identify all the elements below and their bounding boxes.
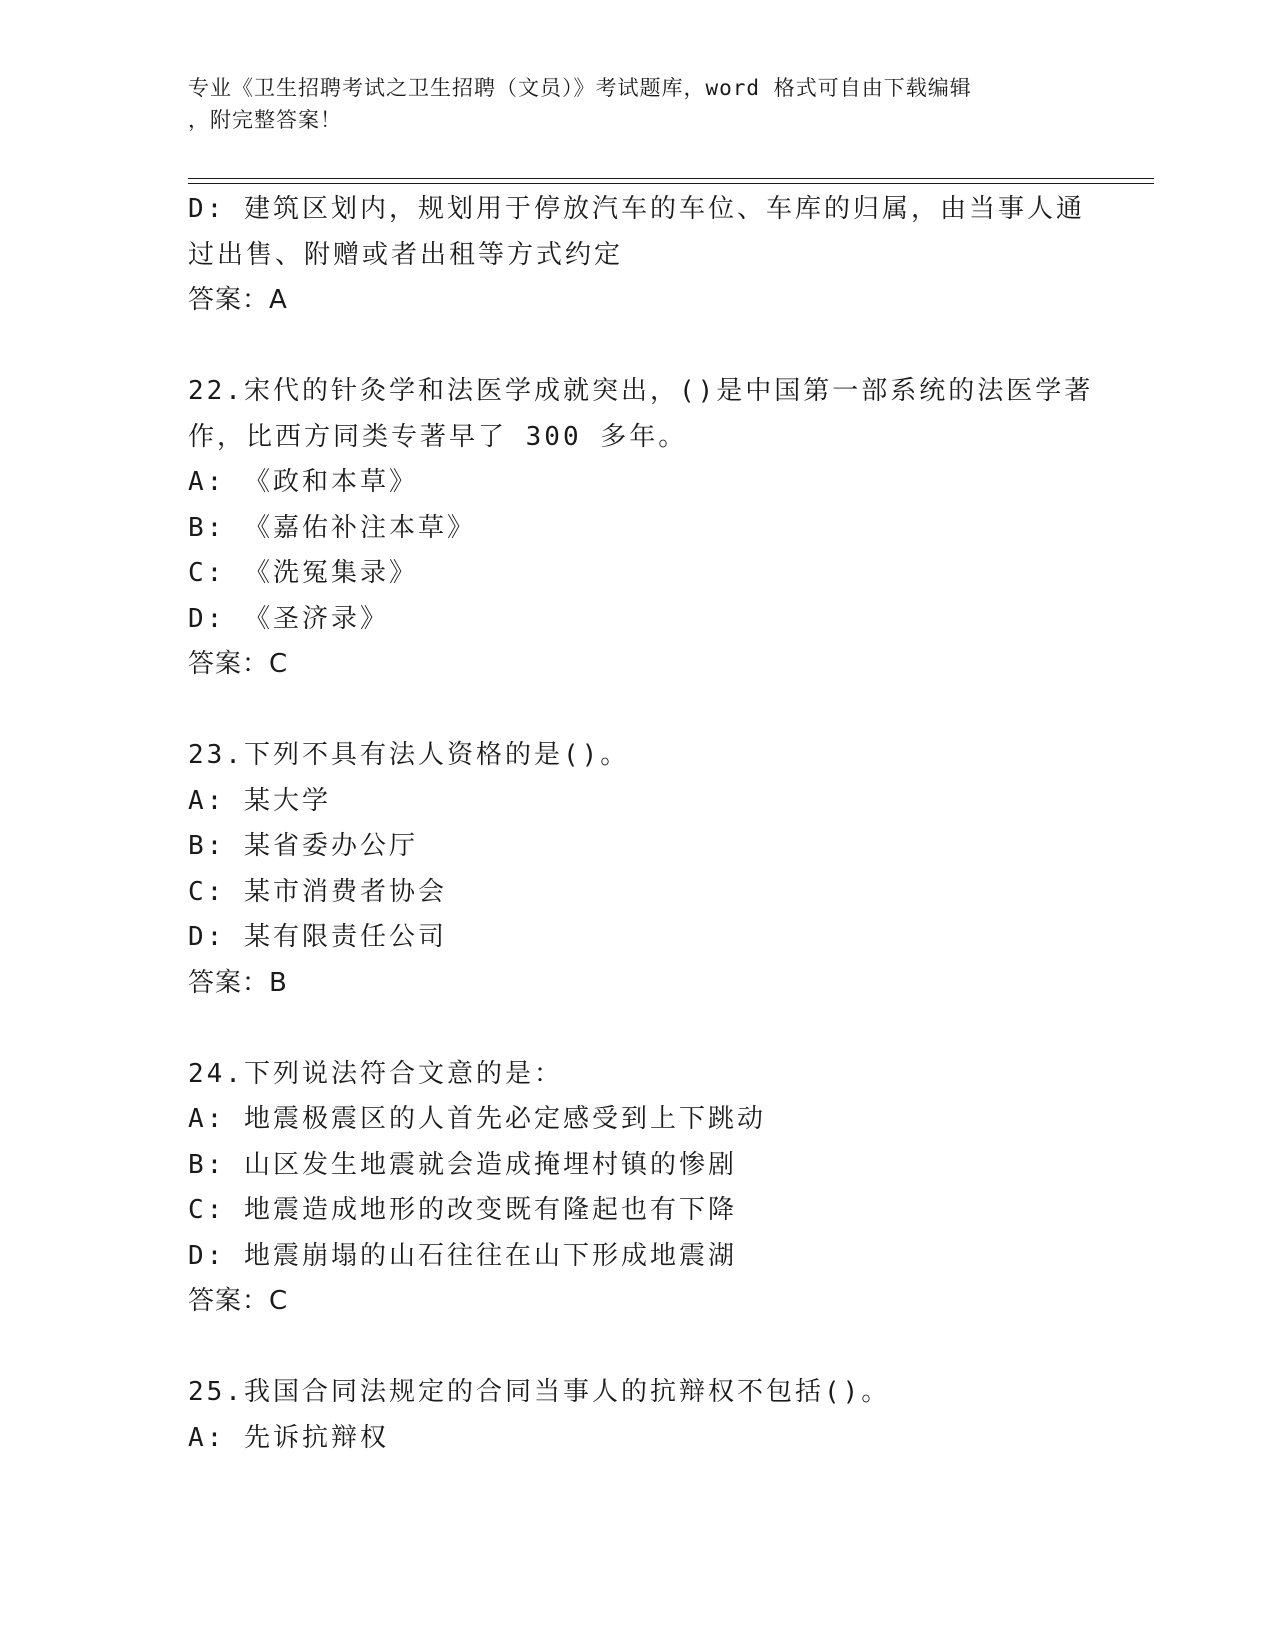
option-c: C: 《洗冤集录》	[188, 558, 418, 588]
option-a: A: 《政和本草》	[188, 467, 418, 497]
question-24	[188, 1052, 1088, 1325]
option-d-line-1: D: 建筑区划内，规划用于停放汽车的车位、车库的归属，由当事人通	[188, 194, 1085, 224]
option-c: C: 地震造成地形的改变既有隆起也有下降	[188, 1195, 737, 1225]
question-list	[188, 187, 1094, 1461]
answer: 答案：C	[188, 649, 289, 679]
question-stem-line-1: 23.下列不具有法人资格的是()。	[188, 740, 630, 770]
header-divider-bottom	[188, 183, 1154, 184]
option-b: B: 《嘉佑补注本草》	[188, 512, 476, 543]
option-a: A: 地震极震区的人首先必定感受到上下跳动	[188, 1104, 766, 1134]
question-22	[188, 369, 1094, 688]
option-d: D: 《圣济录》	[188, 603, 389, 634]
header-line-2: ，附完整答案！	[188, 108, 342, 132]
question-stem-line-2: 作，比西方同类专著早了 300 多年。	[188, 421, 688, 452]
option-b: B: 某省委办公厅	[188, 831, 418, 861]
question-25	[188, 1370, 1088, 1461]
answer: 答案：B	[188, 967, 288, 998]
option-c: C: 某市消费者协会	[188, 876, 447, 907]
question-stem-line-1: 25.我国合同法规定的合同当事人的抗辩权不包括()。	[188, 1377, 891, 1407]
header-divider-top	[188, 178, 1154, 179]
question-23	[188, 733, 1088, 1006]
answer: 答案：A	[188, 285, 288, 315]
question-stem-line-1: 22.宋代的针灸学和法医学成就突出，()是中国第一部系统的法医学著	[188, 376, 1094, 406]
option-a: A: 先诉抗辩权	[188, 1422, 389, 1453]
answer: 答案：C	[188, 1286, 289, 1316]
option-d-line-2: 过出售、附赠或者出租等方式约定	[188, 239, 624, 270]
question-21-continued	[188, 187, 1088, 324]
option-d: D: 某有限责任公司	[188, 922, 447, 952]
option-a: A: 某大学	[188, 785, 331, 816]
document-header	[188, 72, 1068, 136]
question-stem-line-1: 24.下列说法符合文意的是：	[188, 1058, 563, 1089]
option-b: B: 山区发生地震就会造成掩埋村镇的惨剧	[188, 1149, 737, 1180]
header-line-1: 专业《卫生招聘考试之卫生招聘（文员）》考试题库，word 格式可自由下载编辑	[188, 76, 972, 100]
option-d: D: 地震崩塌的山石往往在山下形成地震湖	[188, 1240, 737, 1271]
